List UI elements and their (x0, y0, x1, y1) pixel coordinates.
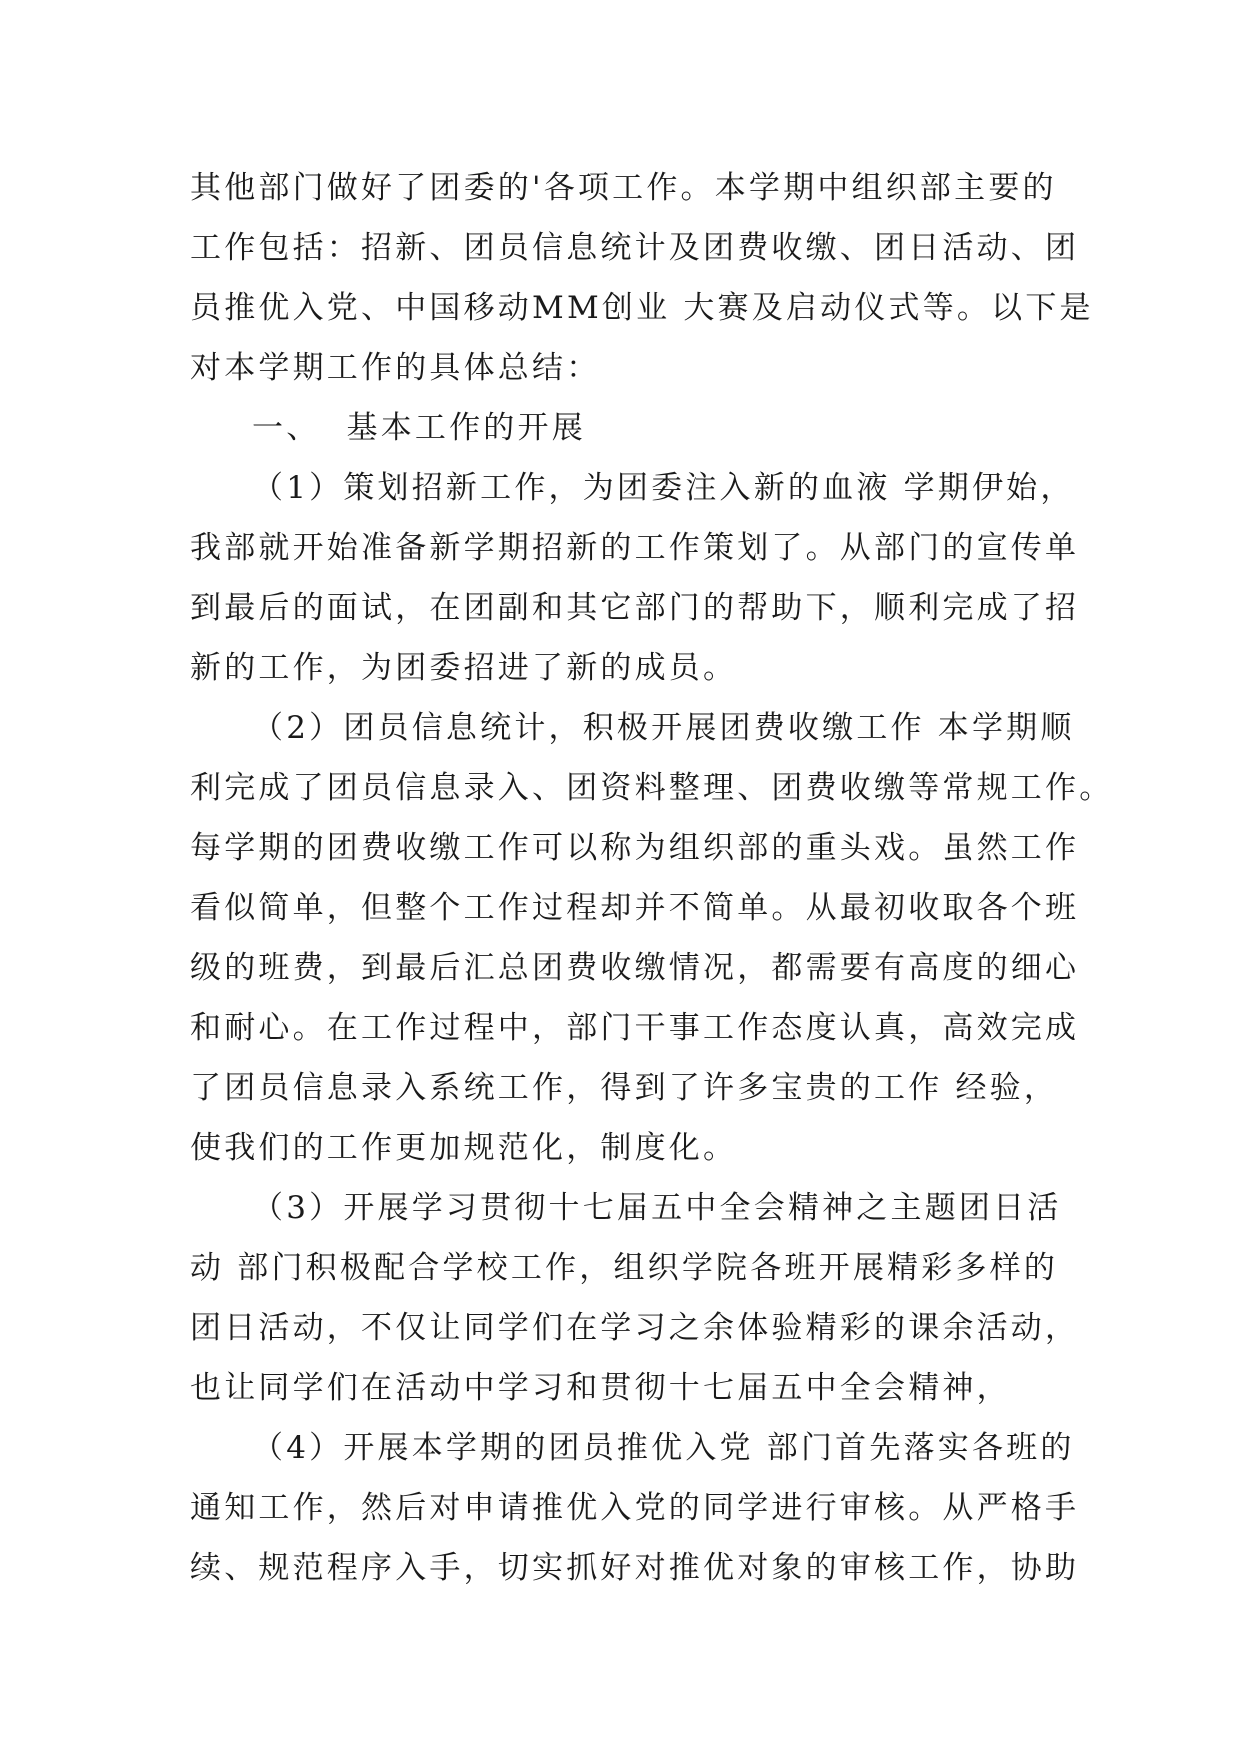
text-line: 团日活动，不仅让同学们在学习之余体验精彩的课余活动， (190, 1310, 1080, 1346)
text-line: 其他部门做好了团委的'各项工作。本学期中组织部主要的 (190, 170, 1057, 206)
paragraph-heading: （4）开展本学期的团员推优入党 部门首先落实各班的 (252, 1430, 1075, 1466)
text-line: 新的工作，为团委招进了新的成员。 (190, 650, 738, 686)
text-line: 通知工作，然后对申请推优入党的同学进行审核。从严格手 (190, 1490, 1080, 1526)
text-line: 级的班费，到最后汇总团费收缴情况，都需要有高度的细心 (190, 950, 1080, 986)
text-line: 和耐心。在工作过程中，部门干事工作态度认真，高效完成 (190, 1010, 1080, 1046)
text-line: 了团员信息录入系统工作，得到了许多宝贵的工作 经验， (190, 1070, 1059, 1106)
text-line: 工作包括：招新、团员信息统计及团费收缴、团日活动、团 (190, 230, 1080, 266)
text-line: 到最后的面试，在团副和其它部门的帮助下，顺利完成了招 (190, 590, 1080, 626)
section-heading: 一、 基本工作的开展 (252, 410, 586, 446)
body-text (190, 158, 1114, 1598)
text-line: 也让同学们在活动中学习和贯彻十七届五中全会精神， (190, 1370, 1011, 1406)
paragraph-heading: （1）策划招新工作，为团委注入新的血液 学期伊始， (252, 470, 1075, 506)
text-line: 对本学期工作的具体总结： (190, 350, 601, 386)
text-line: 员推优入党、中国移动MM创业 大赛及启动仪式等。以下是 (190, 290, 1094, 326)
paragraph-heading: （3）开展学习贯彻十七届五中全会精神之主题团日活 (252, 1190, 1062, 1226)
text-line: 我部就开始准备新学期招新的工作策划了。从部门的宣传单 (190, 530, 1080, 566)
text-line: 每学期的团费收缴工作可以称为组织部的重头戏。虽然工作 (190, 830, 1080, 866)
text-line: 看似简单，但整个工作过程却并不简单。从最初收取各个班 (190, 890, 1080, 926)
text-line: 使我们的工作更加规范化，制度化。 (190, 1130, 738, 1166)
text-line: 续、规范程序入手，切实抓好对推优对象的审核工作，协助 (190, 1550, 1080, 1586)
text-line: 动 部门积极配合学校工作，组织学院各班开展精彩多样的 (190, 1250, 1059, 1286)
paragraph-heading: （2）团员信息统计，积极开展团费收缴工作 本学期顺 (252, 710, 1075, 746)
text-line: 利完成了团员信息录入、团资料整理、团费收缴等常规工作。 (190, 770, 1114, 806)
